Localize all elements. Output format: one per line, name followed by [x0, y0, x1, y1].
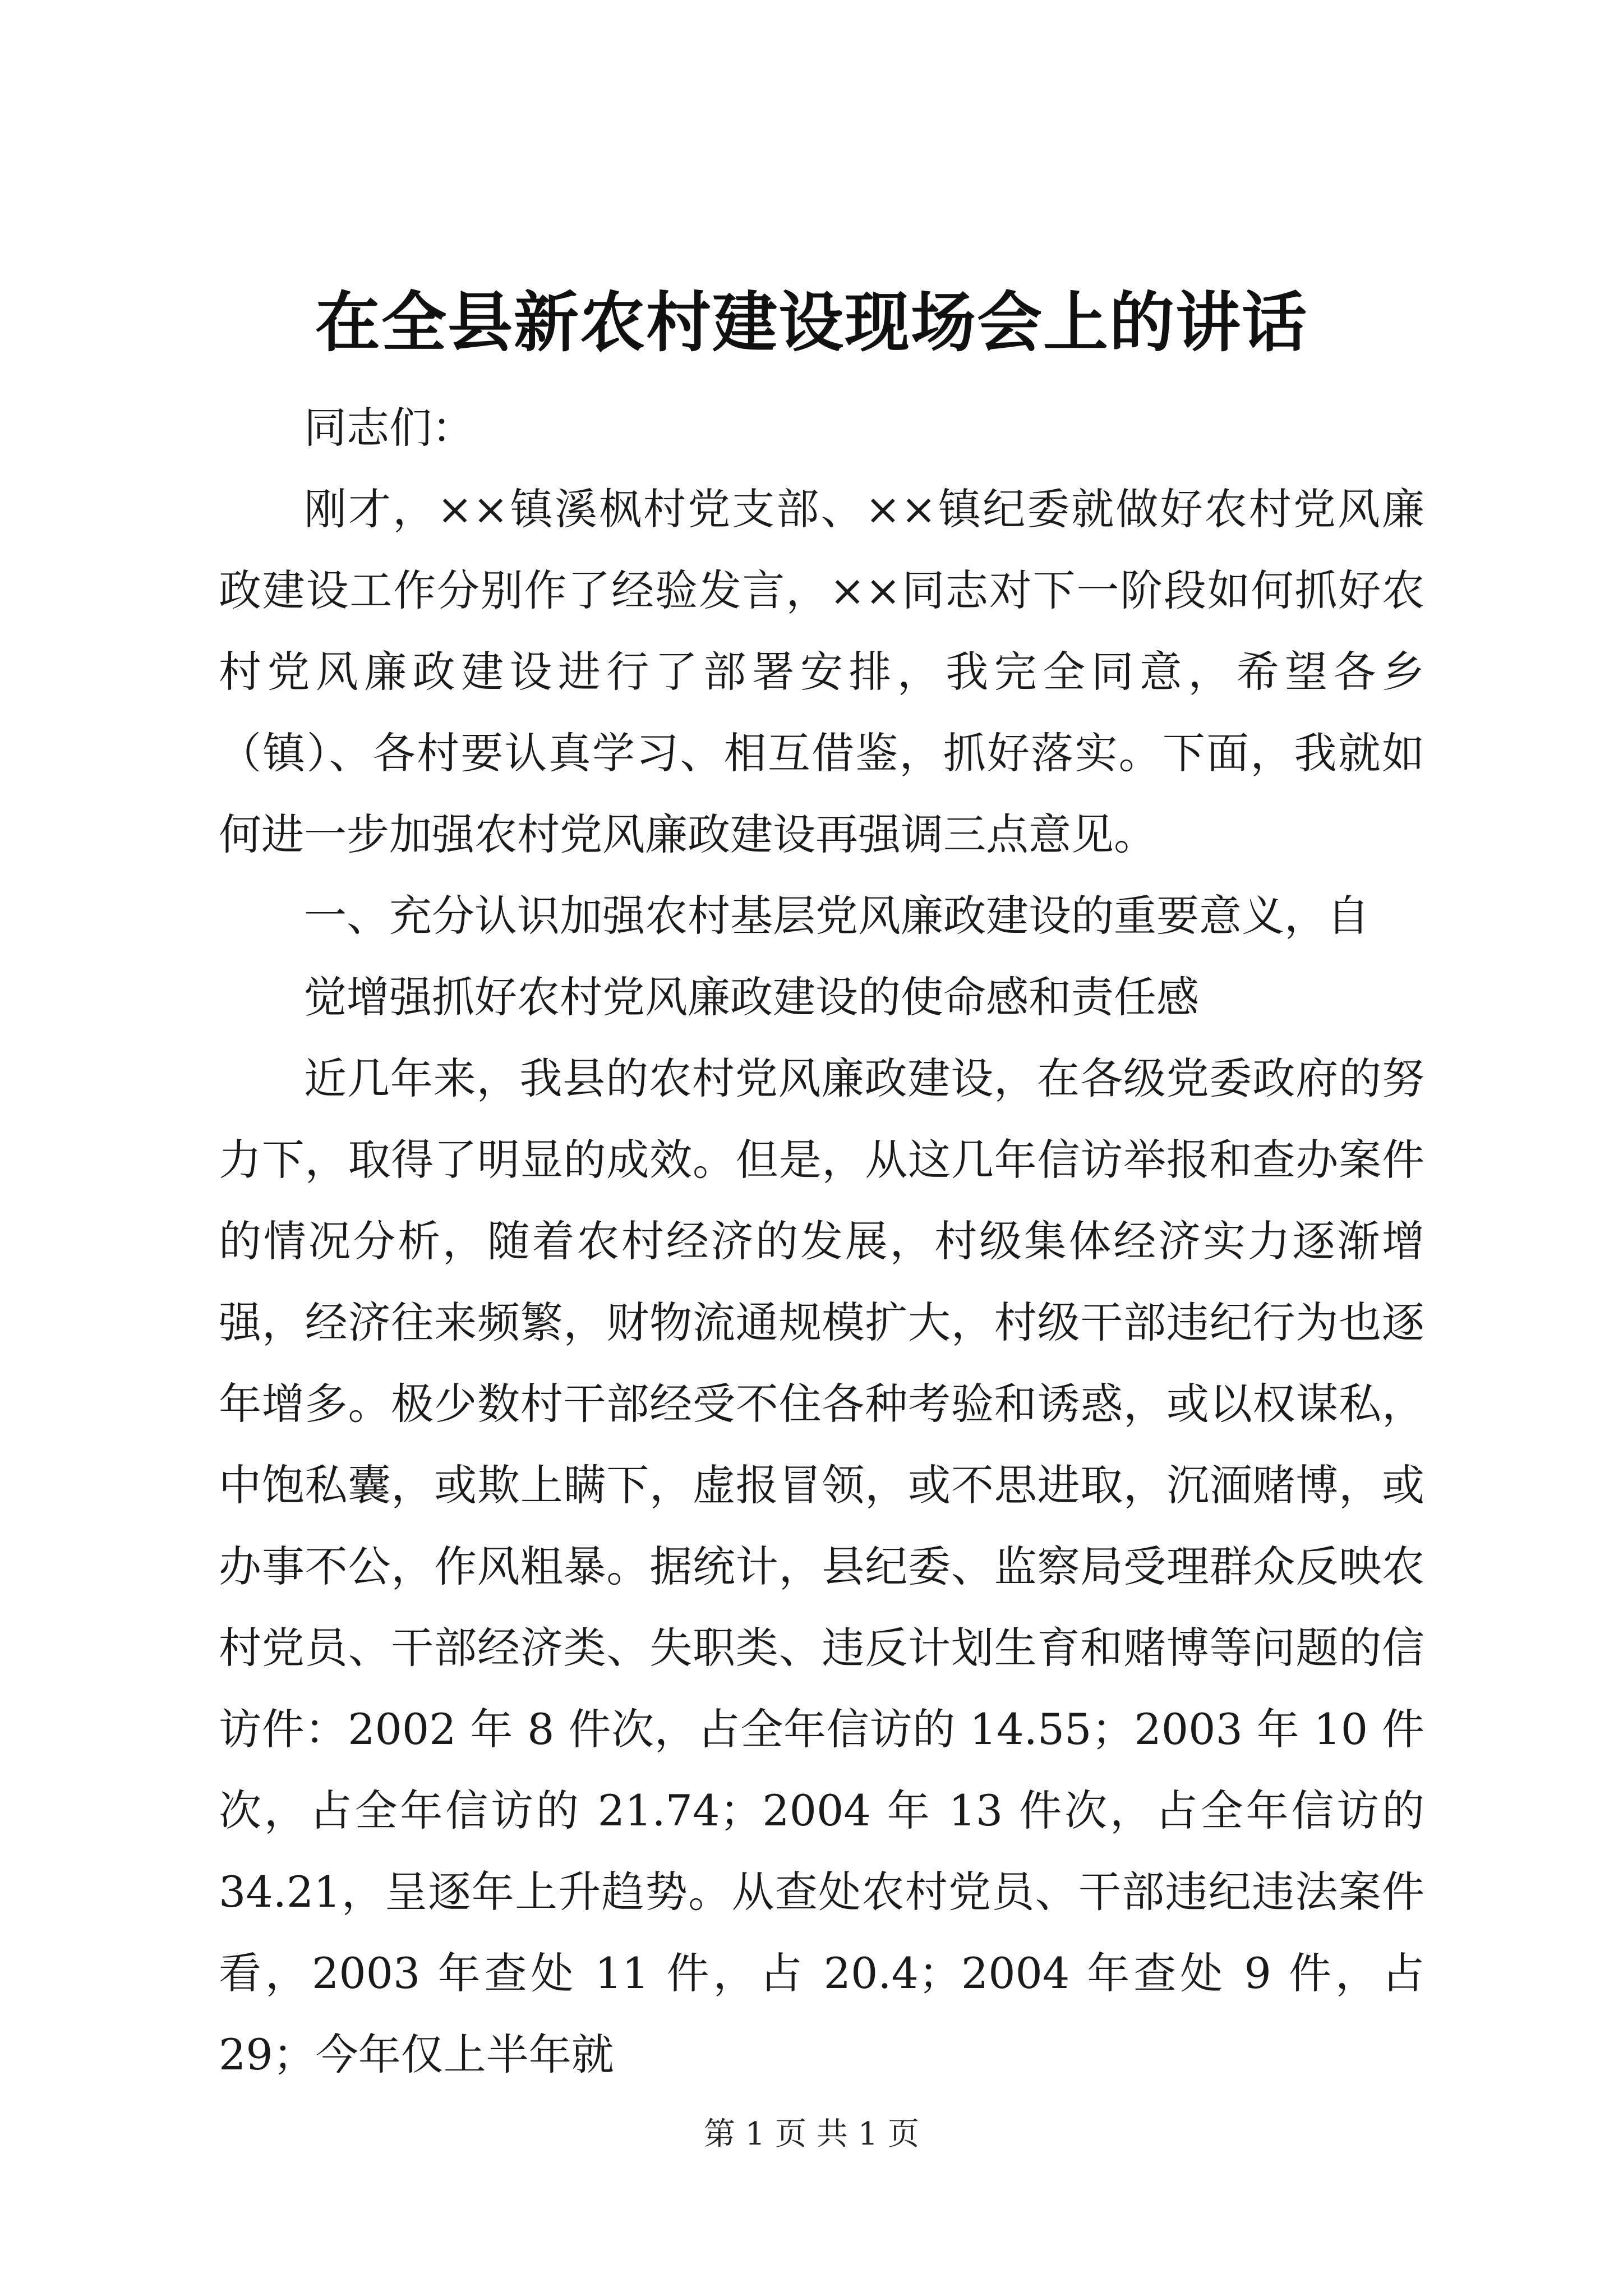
page-number-footer: 第 1 页 共 1 页 [703, 2116, 920, 2152]
salutation: 同志们： [304, 403, 474, 453]
document-body [219, 387, 1424, 2095]
section-heading-line-2: 觉增强抓好农村党风廉政建设的使命感和责任感 [304, 972, 1199, 1022]
section-heading-line-1: 一、充分认识加强农村基层党风廉政建设的重要意义，自 [304, 891, 1370, 941]
paragraph-intro: 刚才，××镇溪枫村党支部、××镇纪委就做好农村党风廉政建设工作分别作了经验发言，××同志对下一阶段如何抓好农村党风廉政建设进行了部署安排，我完全同意，希望各乡（镇）、各村要认真学习、相互借鉴，抓好落实。下面，我就如何进一步加强农村党风廉政建设再强调三点意见。 [219, 484, 1424, 859]
paragraph-statistics: 近几年来，我县的农村党风廉政建设，在各级党委政府的努力下，取得了明显的成效。但是，从这几年信访举报和查办案件的情况分析，随着农村经济的发展，村级集体经济实力逐渐增强，经济往来频繁，财物流通规模扩大，村级干部违纪行为也逐年增多。极少数村干部经受不住各种考验和诱惑，或以权谋私，中饱私囊，或欺上瞒下，虚报冒领，或不思进取，沉湎赌博，或办事不公，作风粗暴。据统计，县纪委、监察局受理群众反映农村党员、干部经济类、失职类、违反计划生育和赌博等问题的信访件：2002 年 8 件次，占全年信访的 14.55；2003 年 10 件次，占全年信访的 21.74；2004 年 13 件次，占全年信访的 34.21，呈逐年上升趋势。从查处农村党员、干部违纪违法案件看，2003 年查处 11 件，占 20.4；2004 年查处 9 件，占 29；今年仅上半年就 [219, 1053, 1424, 2079]
document-title: 在全县新农村建设现场会上的讲话 [315, 284, 1308, 361]
